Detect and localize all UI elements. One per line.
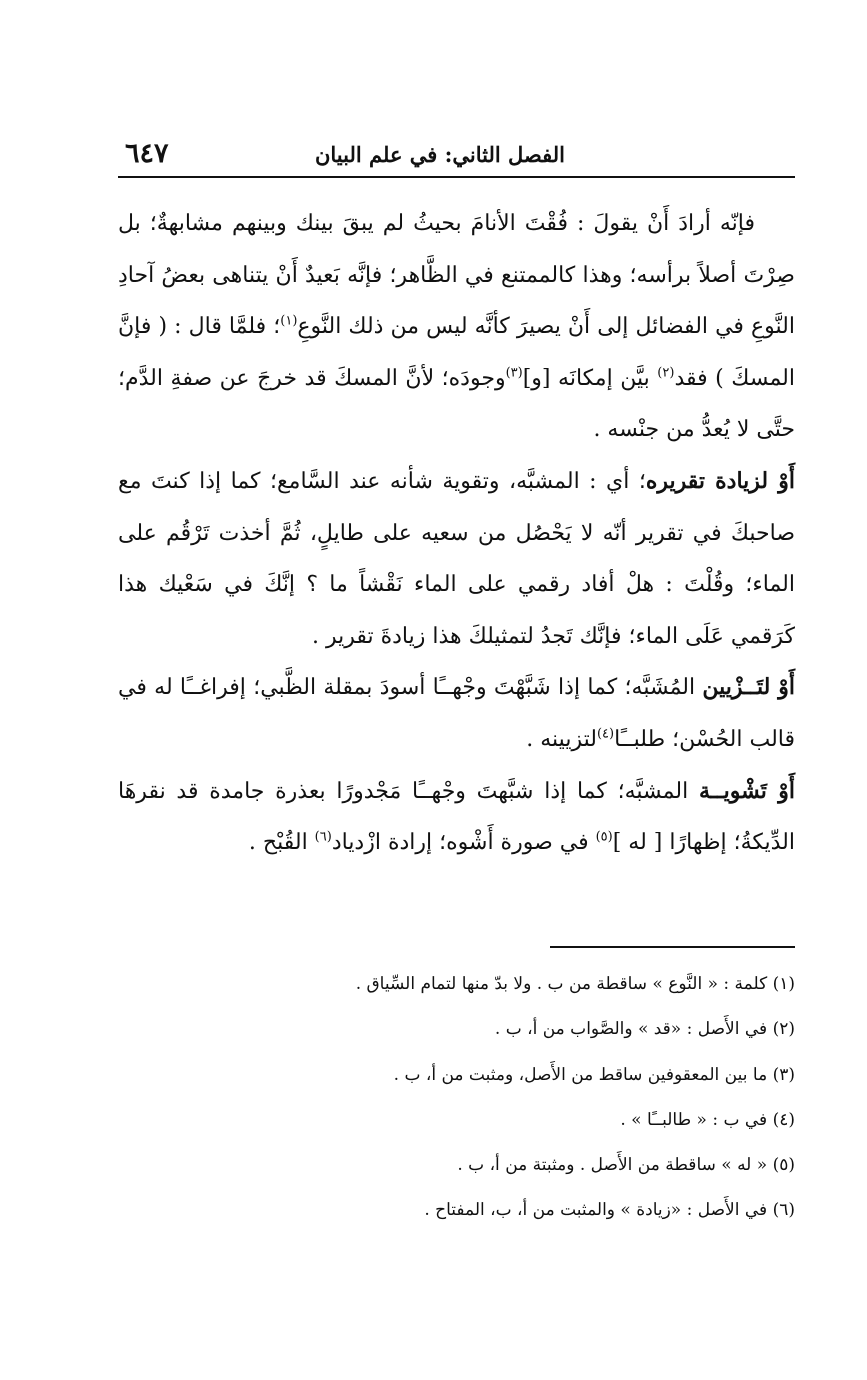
running-header bbox=[125, 140, 795, 176]
footnote-ref: (٢) bbox=[657, 365, 675, 381]
text-fragment: في صورة أَشْوه؛ إرادة bbox=[387, 830, 596, 856]
paragraph-2 bbox=[118, 456, 795, 662]
text-line: ؛ أي : المشبَّه، وتقوية شأنه عند السَّامع؛ كما إذا bbox=[199, 468, 646, 494]
text-fragment: القُبْح . bbox=[248, 830, 315, 856]
footnote-ref: (١) bbox=[280, 313, 298, 329]
paragraph-1 bbox=[118, 198, 795, 456]
text-fragment: لتزيينه . bbox=[526, 726, 597, 752]
paragraph-3 bbox=[118, 662, 795, 765]
text-line: تَرْقُم على الماء؛ وقُلْتَ : هلْ أفاد رقمي على الماء نَقْشاً ما ؟ إنَّكَ في سَعْيك bbox=[118, 520, 795, 598]
footnote-2: (٢) في الأَصل : «قد » والصَّواب من أ، ب . bbox=[494, 1019, 795, 1040]
footnote-3: (٣) ما بين المعقوفين ساقط من الأَصل، ومثبت من أ، ب . bbox=[393, 1064, 795, 1085]
text-line: قد خرجَ عن صفةِ الدَّم؛ حتَّى لا يُعدُّ من جنْسه . bbox=[118, 365, 795, 443]
header-rule bbox=[118, 176, 795, 178]
main-text bbox=[118, 198, 795, 869]
text-line: إفراغــًا له في قالب الحُسْن؛ طلبــًا bbox=[118, 675, 795, 752]
chapter-title: الفصل الثاني: في علم البيان bbox=[314, 142, 565, 167]
text-line: بعضُ آحادِ النَّوعِ في الفضائل إلى أَنْ يصيرَ كأنَّه ليس من ذلك النَّوعِ bbox=[118, 262, 795, 340]
footnote-ref: (٤) bbox=[596, 726, 615, 742]
footnotes bbox=[180, 962, 795, 1234]
footnote-5: (٥) « له » ساقطة من الأَصل . ومثبتة من أ، ب . bbox=[457, 1155, 795, 1176]
footnote-6: (٦) في الأَصل : «زيادة » والمثبت من أ، ب، المفتاح . bbox=[424, 1200, 795, 1221]
text-fragment: [و] bbox=[522, 365, 551, 391]
footnote-rule bbox=[550, 946, 795, 948]
text-line: فلمَّا قال : ( فإنَّ المسكَ ) فقد bbox=[118, 314, 795, 391]
paragraph-4 bbox=[118, 766, 795, 869]
text-line: كنتَ مع صاحبكَ في تقرير أنّه لا يَحْصُل من سعيه على طايلٍ، ثُمَّ أخذت bbox=[118, 468, 796, 546]
text-fragment: ازْدياد bbox=[331, 830, 381, 856]
text-fragment: ؛ bbox=[273, 314, 281, 340]
page-number: ٦٤٧ bbox=[125, 138, 169, 169]
text-line: بل صِرْتَ أصلاً برأسه؛ وهذا كالممتنع في الظَّاهر؛ فإنَّه بَعيدٌ أَنْ يتناهى bbox=[118, 211, 795, 288]
footnote-1: (١) كلمة : « النَّوع » ساقطة من ب . ولا بدّ منها لتمام السِّياق . bbox=[355, 974, 795, 994]
keyword: أَوْ تَشْويــة bbox=[698, 777, 796, 804]
footnote-ref: (٥) bbox=[595, 829, 613, 845]
text-line: فإنّه أرادَ أَنْ يقولَ : فُقْتَ الأنامَ بحيثُ لم يبقَ بينك وبينهم مشابهةٌ؛ bbox=[149, 211, 755, 236]
text-line: هذا كَرَقمي عَلَى الماء؛ فإنَّك تَجدُ لتمثيلكَ هذا زيادةَ تقرير . bbox=[118, 572, 795, 649]
footnote-4: (٤) في ب : « طالبــًا » . bbox=[620, 1109, 795, 1130]
text-line: المُشَبَّه؛ كما إذا شَبَّهْتَ وجْهــًا أسودَ بمقلة الظَّبي؛ bbox=[253, 675, 703, 701]
text-line: جامدة قد نقرهَا الدِّيكةُ؛ إظهارًا [ له ] bbox=[118, 778, 795, 856]
text-fragment: وجودَه؛ لأنَّ المسكَ bbox=[334, 365, 506, 391]
text-line: المشبَّه؛ كما إذا شبَّهتَ وجْهــًا مَجْدورًا بعذرة bbox=[275, 778, 699, 804]
keyword: أَوْ لزيادة تقريره bbox=[645, 467, 795, 494]
keyword: أَوْ لتَــزْيين bbox=[702, 674, 795, 701]
footnote-ref: (٣) bbox=[505, 365, 523, 381]
text-fragment: بيَّن إمكانَه bbox=[550, 365, 658, 391]
footnote-ref: (٦) bbox=[314, 829, 332, 845]
